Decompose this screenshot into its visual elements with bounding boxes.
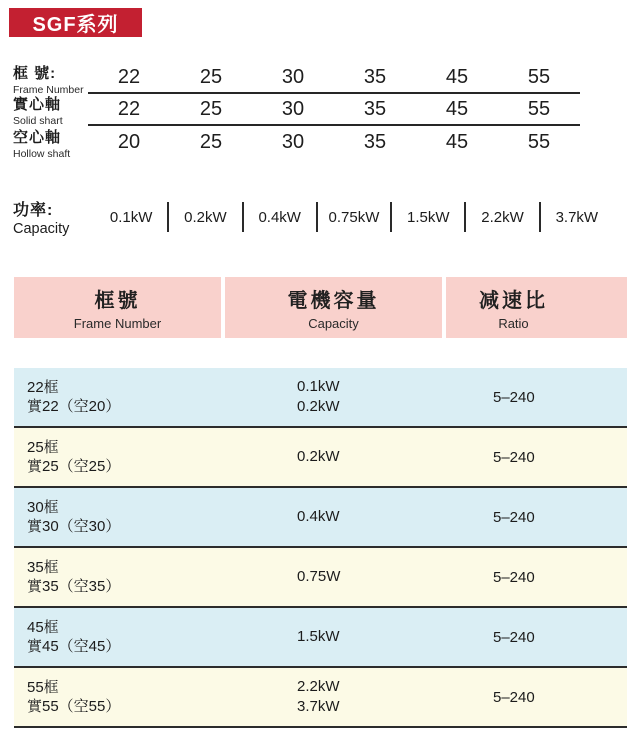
frame-cell [14,498,297,536]
frame-line1: 35框 [27,559,59,576]
series-title-badge: SGF系列 [9,8,142,37]
spec-label-zh: 框 號: [13,64,57,82]
spec-value: 45 [445,97,469,120]
capacity-label [13,194,95,240]
spec-value: 55 [527,66,551,88]
table-row [14,668,627,728]
frame-line1: 55框 [27,679,59,696]
frame-cell [14,558,297,596]
spec-label-en: Solid shart [13,115,63,127]
capacity-value: 0.2kW [184,208,227,226]
ratio-cell: 5–240 [493,688,535,706]
header-en: Capacity [308,316,359,331]
capacity-value: 0.1kW [109,208,153,226]
frame-cell [14,378,297,416]
header-zh: 框號 [94,290,141,312]
frame-line2: 實25（空25） [27,458,121,475]
spec-value: 30 [281,97,305,120]
frame-line1: 25框 [27,439,59,456]
shaft-spec-table [13,63,580,159]
table-row [14,428,627,488]
frame-line2: 實35（空35） [27,578,121,595]
spec-label-frame-number [13,63,88,94]
spec-value: 22 [117,66,141,88]
capacity-values [95,194,613,240]
capacity-value: 3.7kW [555,208,599,226]
capacity-label-zh: 功率: [13,202,54,219]
spec-value: 45 [445,131,469,153]
capacity-cell [297,447,493,467]
frame-line1: 30框 [27,499,59,516]
spec-value: 25 [199,131,223,153]
capacity-strip [13,194,613,240]
capacity-cell [297,677,493,717]
capacity-label-en: Capacity [13,221,70,237]
spec-values-solid-shaft [88,94,580,126]
frame-line2: 實30（空30） [27,518,121,535]
spec-row-hollow-shaft [13,126,580,159]
spec-value: 20 [117,131,141,153]
capacity-cell [297,627,493,647]
spec-values-hollow-shaft [88,126,580,159]
spec-value: 25 [199,97,223,120]
frame-line2: 實55（空55） [27,698,121,715]
capacity-line: 0.4kW [297,508,340,525]
frame-line1: 22框 [27,379,59,396]
capacity-cell [297,377,493,417]
frame-cell [14,618,297,656]
spec-value: 30 [281,131,305,153]
capacity-value: 0.75kW [328,208,380,226]
capacity-cell [297,507,493,527]
header-zh: 電機容量 [287,290,380,312]
header-en: Ratio [498,316,529,331]
header-capacity [225,277,442,338]
spec-value: 35 [363,66,387,88]
capacity-line: 0.1kW [297,378,340,395]
spec-value: 45 [445,66,469,88]
capacity-value: 1.5kW [407,208,450,226]
spec-value: 30 [281,66,305,88]
ratio-table-header [14,277,627,338]
header-en: Frame Number [73,316,162,331]
capacity-line: 3.7kW [297,698,340,715]
frame-line2: 實22（空20） [27,398,121,415]
spec-label-hollow-shaft [13,126,88,159]
ratio-cell: 5–240 [493,568,535,586]
table-row [14,608,627,668]
capacity-line: 0.2kW [297,398,340,415]
capacity-line: 2.2kW [297,678,340,695]
table-row [14,368,627,428]
capacity-line: 0.75W [297,568,341,585]
capacity-value: 2.2kW [481,208,524,226]
spec-row-solid-shaft [13,94,580,126]
spec-label-zh: 實心軸 [13,96,62,113]
spec-value: 22 [117,97,141,120]
spec-value: 25 [199,66,223,88]
frame-cell [14,438,297,476]
spec-value: 55 [527,131,551,153]
spec-label-en: Hollow shaft [13,147,71,160]
ratio-cell: 5–240 [493,448,535,466]
ratio-table [14,277,627,728]
frame-line2: 實45（空45） [27,638,121,655]
capacity-cell [297,567,493,587]
spec-values-frame-number [88,63,580,94]
table-row [14,488,627,548]
capacity-value: 0.4kW [258,208,301,226]
spec-value: 35 [363,131,387,153]
ratio-cell: 5–240 [493,508,535,526]
table-row [14,548,627,608]
ratio-table-body [14,368,627,728]
header-ratio [446,277,627,338]
capacity-line: 1.5kW [297,628,340,645]
frame-line1: 45框 [27,619,59,636]
spec-value: 35 [363,97,387,120]
ratio-cell: 5–240 [493,628,535,646]
ratio-cell: 5–240 [493,388,535,406]
frame-cell [14,678,297,716]
header-zh: 减速比 [479,290,548,312]
spec-value: 55 [527,97,551,120]
spec-label-solid-shaft [13,94,88,126]
spec-row-frame-number [13,63,580,94]
capacity-line: 0.2kW [297,448,340,465]
spec-label-zh: 空心軸 [13,128,62,146]
spec-label-en: Frame Number [13,83,84,96]
header-frame-number [14,277,221,338]
